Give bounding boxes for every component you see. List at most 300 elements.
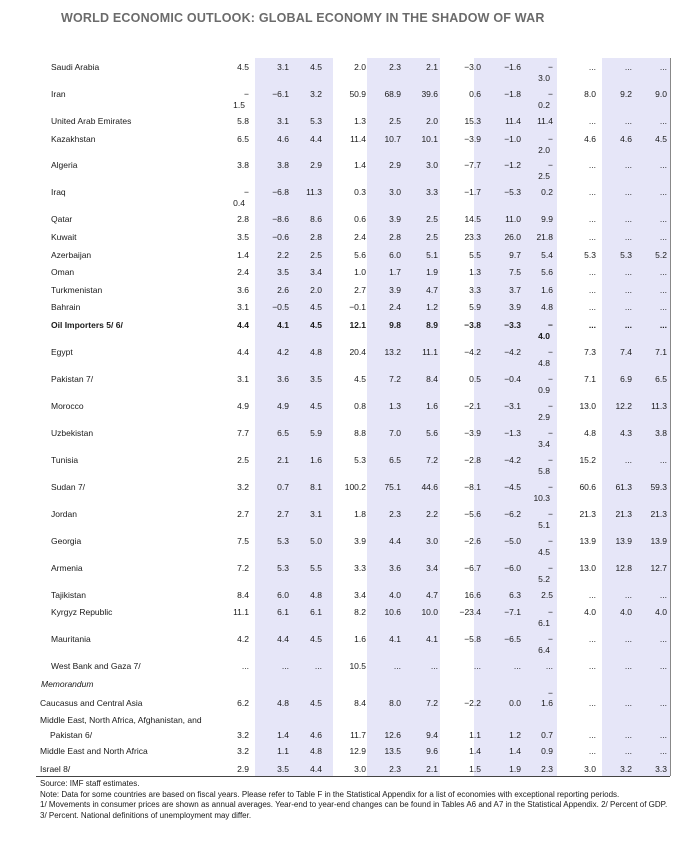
row-label: Georgia [51,536,82,546]
table-cell: 9.7 [509,250,521,260]
table-cell: 8.4 [354,698,366,708]
table-cell: 2.4 [389,302,401,312]
table-cell-continued: 4.5 [538,547,550,557]
table-cell: 5.3 [277,563,289,573]
table-cell-continued: 3.4 [538,439,550,449]
table-cell: ... [624,455,632,465]
table-cell: 2.8 [310,232,322,242]
table-cell: 4.4 [310,134,322,144]
table-cell: ... [659,302,667,312]
table-cell-continued: 2.0 [538,145,550,155]
table-cell: 1.4 [354,160,366,170]
table-cell: 4.4 [237,320,249,330]
table-cell: −5.0 [504,536,521,546]
table-cell: 4.0 [620,607,632,617]
row-label: Kyrgyz Republic [51,607,113,617]
table-cell: 4.5 [655,134,667,144]
table-cell: ... [624,285,632,295]
table-cell: ... [624,160,632,170]
table-cell: 0.8 [354,401,366,411]
table-cell: −8.6 [272,214,289,224]
table-cell: 4.2 [277,347,289,357]
table-cell: 8.8 [354,428,366,438]
table-cell: 14.5 [464,214,481,224]
table-cell: 59.3 [650,482,667,492]
table-cell: 3.3 [469,285,481,295]
table-cell: ... [624,746,632,756]
table-cell: − [548,563,553,573]
table-cell-sign: − [548,688,553,698]
table-cell: ... [659,232,667,242]
table-cell: 11.4 [537,116,553,126]
table-cell: 9.0 [655,89,667,99]
table-cell: 5.1 [426,250,438,260]
table-cell: 4.9 [277,401,289,411]
table-cell: ... [659,590,667,600]
table-cell: 3.0 [584,764,596,774]
table-cell: 4.7 [426,285,438,295]
table-cell: 1.6 [310,455,322,465]
table-cell: 2.9 [237,764,249,774]
row-label: Middle East and North Africa [40,746,148,756]
table-cell: 21.8 [536,232,553,242]
table-cell: 5.6 [354,250,366,260]
table-row [0,214,687,228]
table-cell: ... [588,160,596,170]
table-cell: 3.2 [310,89,322,99]
table-cell: 5.3 [354,455,366,465]
table-cell: ... [281,661,289,671]
table-cell: −5.3 [504,187,521,197]
table-cell: 4.5 [310,62,322,72]
table-cell: ... [588,62,596,72]
table-cell: ... [473,661,481,671]
table-cell: 11.7 [350,730,366,740]
table-cell: −3.3 [504,320,521,330]
table-cell: ... [624,730,632,740]
table-cell: ... [659,116,667,126]
table-cell: ... [659,320,667,330]
table-cell: 0.0 [509,698,521,708]
table-cell: 12.6 [384,730,401,740]
table-cell: ... [624,698,632,708]
table-cell: 4.5 [354,374,366,384]
table-row [0,590,687,604]
footnote-3: 3/ Percent. National definitions of unemployment may differ. [40,810,252,820]
table-cell: 12.8 [615,563,632,573]
table-cell: 1.9 [509,764,521,774]
table-cell: 7.2 [426,455,438,465]
table-cell: − [548,509,553,519]
table-cell: 3.9 [354,536,366,546]
table-cell: 100.2 [344,482,366,492]
table-cell: 6.0 [277,590,289,600]
table-cell: 1.9 [426,267,438,277]
table-cell: 1.4 [469,746,481,756]
table-cell: 4.4 [277,634,289,644]
table-cell: 2.7 [277,509,289,519]
row-label: Qatar [51,214,73,224]
table-cell: 3.2 [237,730,249,740]
table-cell: 0.2 [541,187,553,197]
table-cell: − [548,347,553,357]
table-cell: 10.7 [384,134,401,144]
table-cell: −1.7 [464,187,481,197]
table-cell: 5.9 [469,302,481,312]
row-label: Pakistan 7/ [51,374,94,384]
table-cell: 6.5 [389,455,401,465]
table-cell: 13.0 [579,401,596,411]
table-cell: 2.0 [310,285,322,295]
table-cell: 6.1 [310,607,322,617]
table-cell: 11.3 [651,401,667,411]
table-cell: 4.9 [237,401,249,411]
table-cell: 2.6 [277,285,289,295]
table-cell: − [548,401,553,411]
table-cell: −4.5 [504,482,521,492]
table-cell: ... [624,320,632,330]
row-label: Egypt [51,347,73,357]
table-cell: 2.8 [389,232,401,242]
table-cell: −1.6 [504,62,521,72]
table-cell: 8.4 [426,374,438,384]
table-cell: 11.1 [422,347,438,357]
table-cell: 12.2 [615,401,632,411]
table-row [0,536,687,557]
table-cell: −1.0 [504,134,521,144]
table-cell: 5.2 [655,250,667,260]
table-cell: 11.3 [306,187,322,197]
table-row [0,563,687,584]
table-cell: 3.3 [426,187,438,197]
table-cell: ... [624,302,632,312]
table-cell: 4.5 [237,62,249,72]
table-row [0,688,687,712]
table-cell: 2.3 [389,62,401,72]
table-cell: 7.4 [620,347,632,357]
table-cell: ... [624,661,632,671]
row-label: Jordan [51,509,77,519]
table-cell: 11.4 [505,116,521,126]
table-cell: 2.7 [354,285,366,295]
table-cell: 5.3 [620,250,632,260]
table-cell: 13.9 [579,536,596,546]
table-cell: 2.5 [237,455,249,465]
table-row [0,730,687,744]
table-cell: 39.6 [421,89,438,99]
footnote-note: Note: Data for some countries are based on fiscal years. Please refer to Table F in the Statistical Appendix for a list of economies with exceptional reporting periods. [40,789,620,799]
table-cell: ... [588,187,596,197]
table-cell: 2.1 [277,455,289,465]
table-cell: ... [588,302,596,312]
table-cell: − [548,89,553,99]
table-cell: 2.0 [426,116,438,126]
table-cell: ... [314,661,322,671]
table-cell: ... [393,661,401,671]
table-cell: 8.2 [354,607,366,617]
table-cell: 23.3 [464,232,481,242]
table-cell-continued: 2.9 [538,412,550,422]
table-row [0,374,687,395]
table-cell: −3.8 [464,320,481,330]
table-cell: 4.8 [310,347,322,357]
table-cell: 5.3 [584,250,596,260]
table-cell: 5.8 [237,116,249,126]
row-label: United Arab Emirates [51,116,132,126]
table-cell: 61.3 [615,482,632,492]
row-label: Azerbaijan [51,250,92,260]
table-cell: −3.9 [464,428,481,438]
table-cell: 3.7 [509,285,521,295]
table-cell: 2.5 [310,250,322,260]
table-cell: 2.4 [237,267,249,277]
table-row [0,455,687,476]
table-cell: 4.5 [310,634,322,644]
table-cell: ... [659,187,667,197]
table-cell: − [244,89,249,99]
table-cell: 1.8 [354,509,366,519]
table-cell: ... [659,698,667,708]
footnote-source: Source: IMF staff estimates. [40,779,140,788]
table-cell: 11.1 [233,607,249,617]
table-row [0,267,687,281]
table-cell: ... [588,214,596,224]
table-cell: 1.7 [389,267,401,277]
table-cell: −7.1 [504,607,521,617]
table-cell: ... [659,746,667,756]
table-cell: 3.2 [237,746,249,756]
table-cell: 10.5 [349,661,366,671]
row-label: Sudan 7/ [51,482,86,492]
table-cell: 1.6 [354,634,366,644]
table-cell: 21.3 [650,509,667,519]
table-cell: 3.8 [655,428,667,438]
table-row [0,715,687,729]
table-cell-continued: 6.4 [538,645,550,655]
row-label: Memorandum [41,679,94,689]
table-cell: 68.9 [384,89,401,99]
table-cell: 11.4 [350,134,366,144]
table-cell: 4.8 [310,746,322,756]
table-cell: 3.9 [389,285,401,295]
table-row [0,746,687,760]
table-cell: 1.4 [237,250,249,260]
row-label: Turkmenistan [51,285,103,295]
table-cell: − [548,536,553,546]
table-cell: 7.0 [389,428,401,438]
table-cell: 1.5 [469,764,481,774]
table-cell: − [244,187,249,197]
table-cell: 4.6 [277,134,289,144]
table-cell: 4.0 [655,607,667,617]
table-cell: −5.8 [464,634,481,644]
table-row [0,116,687,130]
table-cell: 7.5 [237,536,249,546]
table-cell: 5.6 [426,428,438,438]
table-cell: 2.0 [354,62,366,72]
table-cell: 2.7 [237,509,249,519]
table-cell: 3.3 [655,764,667,774]
table-cell: ... [659,455,667,465]
table-cell: 0.7 [541,730,553,740]
table-cell: ... [588,590,596,600]
table-cell: 7.5 [509,267,521,277]
table-cell: 7.2 [426,698,438,708]
row-label: Kazakhstan [51,134,96,144]
table-row [0,89,687,110]
table-cell: 3.0 [426,160,438,170]
table-cell: 0.7 [277,482,289,492]
table-cell: 75.1 [384,482,401,492]
table-cell: 20.4 [349,347,366,357]
table-cell: 2.1 [426,62,438,72]
table-cell: − [548,428,553,438]
table-cell: 3.6 [389,563,401,573]
table-cell: 12.9 [349,746,366,756]
table-cell: 1.6 [541,698,553,708]
table-cell: 3.3 [354,563,366,573]
table-cell: 1.0 [354,267,366,277]
table-cell: ... [588,267,596,277]
table-cell: −8.1 [464,482,481,492]
table-cell: 11.0 [505,214,521,224]
table-row [0,187,687,208]
table-cell: 0.5 [469,374,481,384]
table-cell: −0.5 [272,302,289,312]
table-cell: −4.2 [504,455,521,465]
table-cell: 6.5 [277,428,289,438]
table-cell-continued: 4.8 [538,358,550,368]
table-cell: ... [624,116,632,126]
row-label: Saudi Arabia [51,62,100,72]
row-label: Pakistan 6/ [50,730,93,740]
table-cell: 1.3 [469,267,481,277]
table-row [0,320,687,341]
table-cell: 5.0 [310,536,322,546]
table-row [0,347,687,368]
table-cell: 1.6 [541,285,553,295]
table-cell: − [548,455,553,465]
table-cell: 1.2 [509,730,521,740]
table-cell: 1.1 [469,730,481,740]
table-cell: 3.5 [277,267,289,277]
table-cell: 2.1 [426,764,438,774]
table-cell: ... [588,698,596,708]
table-cell: − [548,320,553,330]
table-cell: ... [659,730,667,740]
table-cell: −1.8 [504,89,521,99]
table-cell: − [548,374,553,384]
table-cell-continued: 5.8 [538,466,550,476]
table-cell: − [548,134,553,144]
table-cell: 4.6 [620,134,632,144]
table-cell: ... [624,634,632,644]
table-cell: 4.7 [426,590,438,600]
table-cell: −1.2 [504,160,521,170]
table-row [0,634,687,655]
table-cell-continued: 3.0 [538,73,550,83]
row-label: Armenia [51,563,83,573]
row-label: Middle East, North Africa, Afghanistan, and [40,715,202,725]
table-cell: 4.5 [310,401,322,411]
table-cell: −3.0 [464,62,481,72]
table-cell: 2.3 [541,764,553,774]
table-cell: 2.9 [310,160,322,170]
table-cell: 9.2 [620,89,632,99]
table-cell: −7.7 [464,160,481,170]
row-label: Tajikistan [51,590,86,600]
table-row [0,302,687,316]
table-cell: −5.6 [464,509,481,519]
table-cell-continued: 5.1 [538,520,550,530]
table-cell: 7.3 [584,347,596,357]
table-cell: ... [588,634,596,644]
table-cell: ... [588,746,596,756]
table-cell: ... [588,116,596,126]
table-cell: − [548,482,553,492]
table-cell: ... [513,661,521,671]
table-cell: ... [588,320,596,330]
table-cell: 13.9 [650,536,667,546]
table-cell: 4.0 [389,590,401,600]
table-cell-continued: 4.0 [538,331,550,341]
table-cell: −6.1 [272,89,289,99]
table-cell: 50.9 [349,89,366,99]
table-cell: 3.6 [237,285,249,295]
table-cell: ... [588,661,596,671]
table-cell: 5.5 [469,250,481,260]
table-cell: 3.5 [277,764,289,774]
table-cell: 7.2 [237,563,249,573]
table-cell: 4.8 [310,590,322,600]
table-cell: ... [588,285,596,295]
table-cell: 1.2 [426,302,438,312]
table-cell: 0.9 [541,746,553,756]
table-cell: 3.0 [354,764,366,774]
table-cell-continued: 0.9 [538,385,550,395]
table-cell: 4.1 [277,320,289,330]
table-cell: 15.2 [579,455,596,465]
table-row [0,285,687,299]
table-cell: ... [659,214,667,224]
table-row [0,232,687,246]
table-cell: 2.5 [541,590,553,600]
table-cell: 4.4 [389,536,401,546]
table-cell: 44.6 [421,482,438,492]
table-cell: ... [659,160,667,170]
table-row [0,250,687,264]
table-cell: −6.7 [464,563,481,573]
table-cell: ... [659,285,667,295]
table-cell: 4.0 [584,607,596,617]
table-cell: 6.5 [237,134,249,144]
table-cell: 3.4 [310,267,322,277]
table-cell: 3.2 [620,764,632,774]
table-row [0,661,687,675]
table-cell: 16.6 [464,590,481,600]
footnote-1: 1/ Movements in consumer prices are shown as annual averages. Year-end to year-end changes can be found in Tables A6 and A7 in the Statistical Appendix. 2/ Percent of GDP. [40,800,668,810]
table-cell: 2.2 [277,250,289,260]
table-cell: 13.2 [384,347,401,357]
table-cell: 7.2 [389,374,401,384]
table-cell: − [548,607,553,617]
table-cell: 4.5 [310,698,322,708]
table-cell: 4.8 [277,698,289,708]
table-cell: ... [624,232,632,242]
table-cell: 2.3 [389,509,401,519]
table-cell: −23.4 [459,607,481,617]
table-cell: 9.8 [389,320,401,330]
